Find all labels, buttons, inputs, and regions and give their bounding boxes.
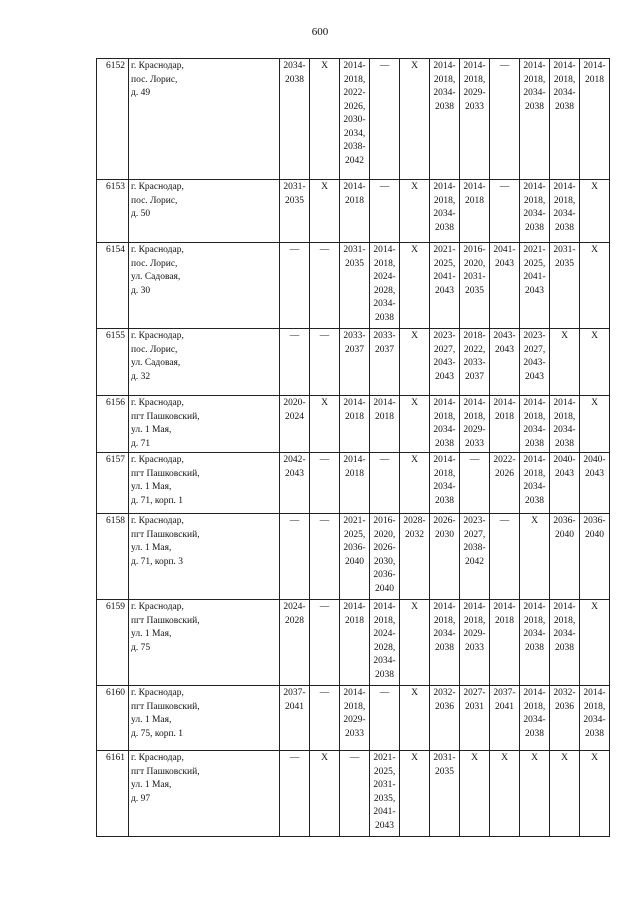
table-row	[97, 600, 610, 686]
period-cell: 2014- 2018, 2034- 2038	[430, 600, 460, 686]
row-number: 6161	[97, 751, 129, 837]
period-cell: 2033- 2037	[340, 329, 370, 396]
period-cell: X	[580, 243, 610, 329]
period-cell: 2034- 2038	[280, 59, 310, 180]
period-cell: 2014- 2018, 2034- 2038	[580, 686, 610, 751]
period-cell: —	[280, 329, 310, 396]
period-cell: —	[490, 514, 520, 600]
period-cell: —	[370, 180, 400, 243]
row-number: 6154	[97, 243, 129, 329]
row-number: 6156	[97, 396, 129, 453]
row-number: 6152	[97, 59, 129, 180]
table-row	[97, 453, 610, 514]
period-cell: —	[280, 243, 310, 329]
period-cell: 2014- 2018, 2029- 2033	[460, 600, 490, 686]
page-number: 600	[311, 26, 329, 38]
address-cell: г. Краснодар, пгт Пашковский, ул. 1 Мая, д. 71	[129, 396, 280, 453]
period-cell: —	[310, 686, 340, 751]
period-cell: —	[310, 453, 340, 514]
period-cell: X	[400, 180, 430, 243]
period-cell: X	[400, 600, 430, 686]
period-cell: —	[280, 514, 310, 600]
address-cell: г. Краснодар, пгт Пашковский, ул. 1 Мая, д. 71, корп. 3	[129, 514, 280, 600]
address-cell: г. Краснодар, пгт Пашковский, ул. 1 Мая, д. 75	[129, 600, 280, 686]
period-cell: X	[580, 751, 610, 837]
period-cell: 2014- 2018	[370, 396, 400, 453]
table-row	[97, 686, 610, 751]
period-cell: X	[550, 329, 580, 396]
period-cell: 2014- 2018, 2034- 2038	[520, 686, 550, 751]
period-cell: 2040- 2043	[550, 453, 580, 514]
address-cell: г. Краснодар, пос. Лорис, д. 50	[129, 180, 280, 243]
period-cell: —	[490, 180, 520, 243]
table-row	[97, 396, 610, 453]
period-cell: 2014- 2018, 2034- 2038	[520, 180, 550, 243]
period-cell: X	[550, 751, 580, 837]
period-cell: 2014- 2018, 2034- 2038	[550, 600, 580, 686]
table-body	[97, 59, 610, 837]
period-cell: —	[490, 59, 520, 180]
period-cell: 2014- 2018, 2034- 2038	[430, 396, 460, 453]
period-cell: 2033- 2037	[370, 329, 400, 396]
period-cell: 2014- 2018	[340, 180, 370, 243]
period-cell: 2014- 2018, 2034- 2038	[520, 59, 550, 180]
period-cell: 2014- 2018	[490, 600, 520, 686]
period-cell: 2032- 2036	[550, 686, 580, 751]
row-number: 6159	[97, 600, 129, 686]
period-cell: 2014- 2018, 2034- 2038	[550, 180, 580, 243]
period-cell: 2023- 2027, 2043- 2043	[520, 329, 550, 396]
period-cell: X	[490, 751, 520, 837]
period-cell: X	[580, 600, 610, 686]
period-cell: 2014- 2018, 2034- 2038	[430, 180, 460, 243]
period-cell: X	[400, 686, 430, 751]
period-cell: 2016- 2020, 2031- 2035	[460, 243, 490, 329]
address-cell: г. Краснодар, пос. Лорис, ул. Садовая, д. 30	[129, 243, 280, 329]
table-row	[97, 243, 610, 329]
period-cell: 2040- 2043	[580, 453, 610, 514]
address-cell: г. Краснодар, пгт Пашковский, ул. 1 Мая, д. 71, корп. 1	[129, 453, 280, 514]
schedule-table	[96, 58, 610, 837]
period-cell: 2014- 2018, 2034- 2038	[520, 600, 550, 686]
row-number: 6155	[97, 329, 129, 396]
period-cell: 2014- 2018, 2034- 2038	[430, 59, 460, 180]
period-cell: X	[310, 751, 340, 837]
period-cell: —	[370, 59, 400, 180]
period-cell: X	[580, 329, 610, 396]
period-cell: 2022- 2026	[490, 453, 520, 514]
period-cell: X	[400, 751, 430, 837]
period-cell: 2037- 2041	[490, 686, 520, 751]
period-cell: X	[460, 751, 490, 837]
period-cell: —	[310, 600, 340, 686]
period-cell: 2014- 2018, 2034- 2038	[520, 453, 550, 514]
period-cell: 2026- 2030	[430, 514, 460, 600]
period-cell: X	[400, 329, 430, 396]
period-cell: 2014- 2018, 2034- 2038	[550, 59, 580, 180]
period-cell: 2021- 2025, 2031- 2035, 2041- 2043	[370, 751, 400, 837]
period-cell: 2036- 2040	[580, 514, 610, 600]
period-cell: 2036- 2040	[550, 514, 580, 600]
period-cell: 2014- 2018, 2034- 2038	[520, 396, 550, 453]
period-cell: 2014- 2018	[340, 453, 370, 514]
period-cell: 2014- 2018, 2024- 2028, 2034- 2038	[370, 600, 400, 686]
period-cell: 2014- 2018	[340, 396, 370, 453]
period-cell: —	[460, 453, 490, 514]
period-cell: X	[310, 396, 340, 453]
period-cell: 2020- 2024	[280, 396, 310, 453]
row-number: 6158	[97, 514, 129, 600]
period-cell: 2027- 2031	[460, 686, 490, 751]
period-cell: 2014- 2018	[490, 396, 520, 453]
period-cell: 2021- 2025, 2041- 2043	[520, 243, 550, 329]
period-cell: 2031- 2035	[340, 243, 370, 329]
address-cell: г. Краснодар, пос. Лорис, ул. Садовая, д. 32	[129, 329, 280, 396]
period-cell: —	[340, 751, 370, 837]
period-cell: 2014- 2018, 2034- 2038	[430, 453, 460, 514]
period-cell: —	[370, 686, 400, 751]
period-cell: X	[400, 59, 430, 180]
period-cell: 2014- 2018, 2029- 2033	[460, 396, 490, 453]
period-cell: 2031- 2035	[280, 180, 310, 243]
period-cell: —	[280, 751, 310, 837]
table-row	[97, 751, 610, 837]
period-cell: 2014- 2018, 2029- 2033	[340, 686, 370, 751]
period-cell: 2014- 2018	[340, 600, 370, 686]
period-cell: —	[310, 329, 340, 396]
period-cell: 2031- 2035	[550, 243, 580, 329]
period-cell: X	[400, 453, 430, 514]
period-cell: 2023- 2027, 2038- 2042	[460, 514, 490, 600]
period-cell: 2014- 2018	[580, 59, 610, 180]
period-cell: 2014- 2018, 2022- 2026, 2030- 2034, 2038- 2042	[340, 59, 370, 180]
period-cell: X	[580, 396, 610, 453]
period-cell: 2014- 2018, 2034- 2038	[550, 396, 580, 453]
period-cell: X	[580, 180, 610, 243]
table-row	[97, 329, 610, 396]
table-row	[97, 514, 610, 600]
row-number: 6153	[97, 180, 129, 243]
table-row	[97, 180, 610, 243]
period-cell: 2014- 2018	[460, 180, 490, 243]
period-cell: —	[310, 514, 340, 600]
period-cell: X	[310, 180, 340, 243]
period-cell: 2014- 2018, 2029- 2033	[460, 59, 490, 180]
address-cell: г. Краснодар, пгт Пашковский, ул. 1 Мая, д. 75, корп. 1	[129, 686, 280, 751]
row-number: 6160	[97, 686, 129, 751]
period-cell: 2028- 2032	[400, 514, 430, 600]
period-cell: 2043- 2043	[490, 329, 520, 396]
row-number: 6157	[97, 453, 129, 514]
period-cell: 2023- 2027, 2043- 2043	[430, 329, 460, 396]
period-cell: 2037- 2041	[280, 686, 310, 751]
period-cell: 2021- 2025, 2036- 2040	[340, 514, 370, 600]
address-cell: г. Краснодар, пгт Пашковский, ул. 1 Мая, д. 97	[129, 751, 280, 837]
period-cell: 2032- 2036	[430, 686, 460, 751]
period-cell: 2018- 2022, 2033- 2037	[460, 329, 490, 396]
period-cell: X	[520, 514, 550, 600]
period-cell: 2014- 2018, 2024- 2028, 2034- 2038	[370, 243, 400, 329]
period-cell: —	[310, 243, 340, 329]
period-cell: 2031- 2035	[430, 751, 460, 837]
address-cell: г. Краснодар, пос. Лорис, д. 49	[129, 59, 280, 180]
period-cell: —	[370, 453, 400, 514]
period-cell: X	[310, 59, 340, 180]
period-cell: X	[400, 243, 430, 329]
period-cell: 2042- 2043	[280, 453, 310, 514]
period-cell: X	[400, 396, 430, 453]
table-row	[97, 59, 610, 180]
period-cell: 2024- 2028	[280, 600, 310, 686]
period-cell: X	[520, 751, 550, 837]
period-cell: 2041- 2043	[490, 243, 520, 329]
period-cell: 2016- 2020, 2026- 2030, 2036- 2040	[370, 514, 400, 600]
period-cell: 2021- 2025, 2041- 2043	[430, 243, 460, 329]
